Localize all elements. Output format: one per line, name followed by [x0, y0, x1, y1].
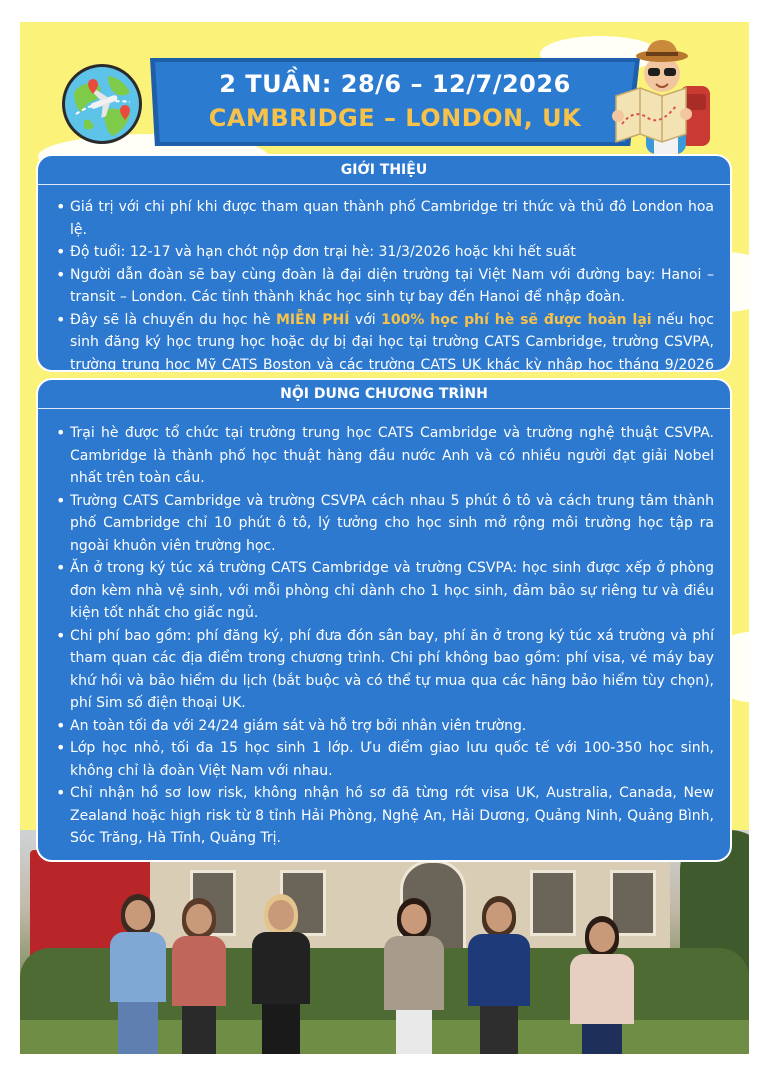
- globe-airplane-icon: [60, 62, 144, 146]
- program-heading: NỘI DUNG CHƯƠNG TRÌNH: [38, 380, 730, 409]
- program-panel: [36, 378, 732, 862]
- list-item: • Trường CATS Cambridge và trường CSVPA cách nhau 5 phút ô tô và cách trung tâm thành phố Cambridge chỉ 10 phút ô tô, lý tưởng cho học sinh mở rộng môi trường học tập ra ngoài khuôn viên trường học.: [70, 490, 714, 558]
- free-text-part: nếu học sinh đăng ký học trung học hoặc dự bị đại học tại trường CATS Cambridge, trường CSVPA, trường trung học Mỹ CATS Boston và các trường CATS UK khác kỳ nhập học tháng 9/2026: [70, 311, 714, 373]
- list-item: • Người dẫn đoàn sẽ bay cùng đoàn là đại diện trường tại Việt Nam với đường bay: Hanoi – transit – London. Các tỉnh thành khác học sinh tự bay đến Hanoi để nhập đoàn.: [70, 264, 714, 309]
- photo-person: [384, 864, 444, 1054]
- photo-person: [252, 860, 310, 1054]
- list-item: • Chỉ nhận hồ sơ low risk, không nhận hồ sơ đã từng rớt visa UK, Australia, Canada, New Zealand hoặc high risk từ 8 tỉnh Hải Phòng, Nghệ An, Hải Dương, Quảng Ninh, Quảng Bình, Sóc Trăng, Hà Tĩnh, Quảng Trị.: [70, 782, 714, 850]
- list-item: • An toàn tối đa với 24/24 giám sát và hỗ trợ bởi nhân viên trường.: [70, 715, 714, 738]
- list-item: • Ăn ở trong ký túc xá trường CATS Cambridge và trường CSVPA: học sinh được xếp ở phòng đơn kèm nhà vệ sinh, với mỗi phòng chỉ dành cho 1 học sinh, đảm bảo sự riêng tư và điều kiện tốt nhất cho giấc ngủ.: [70, 557, 714, 625]
- intro-list: [38, 185, 730, 399]
- photo-person: [570, 868, 634, 1054]
- list-item: • Lớp học nhỏ, tối đa 15 học sinh 1 lớp. Ưu điểm giao lưu quốc tế với 100-350 học sinh, không chỉ là đoàn Việt Nam với nhau.: [70, 737, 714, 782]
- list-item: • Chi phí bao gồm: phí đăng ký, phí đưa đón sân bay, phí ăn ở trong ký túc xá trường và phí tham quan các địa điểm trong chương trình. Chi phí không bao gồm: phí visa, vé máy bay khứ hồi và bảo hiểm du lịch (bắt buộc và có thể tự mua qua các hãng bảo hiểm tùy chọn), phí Sim số điện thoại UK.: [70, 625, 714, 715]
- photo-person: [172, 864, 226, 1054]
- free-highlight: MIỄN PHÍ: [275, 311, 350, 328]
- trip-location-title: CAMBRIDGE – LONDON, UK: [208, 104, 582, 132]
- list-item: • Độ tuổi: 12-17 và hạn chót nộp đơn trại hè: 31/3/2026 hoặc khi hết suất: [70, 241, 714, 264]
- trip-dates-title: 2 TUẦN: 28/6 – 12/7/2026: [219, 70, 571, 98]
- photo-person: [110, 864, 166, 1054]
- refund-highlight: 100% học phí hè sẽ được hoàn lại: [381, 311, 652, 328]
- free-text-part: với: [349, 311, 382, 328]
- intro-panel: [36, 154, 732, 372]
- group-photo: [20, 830, 749, 1054]
- list-item: • Trại hè được tổ chức tại trường trung học CATS Cambridge và trường nghệ thuật CSVPA. Cambridge là thành phố học thuật hàng đầu nước Anh và có nhiều người đạt giải Nobel nhất trên toàn cầu.: [70, 422, 714, 490]
- traveler-with-map-icon: [610, 34, 720, 154]
- photo-person: [468, 858, 530, 1054]
- program-list: [38, 409, 730, 850]
- free-text-part: Đây sẽ là chuyến du học hè: [70, 311, 276, 328]
- list-item: • Giá trị với chi phí khi được tham quan thành phố Cambridge tri thức và thủ đô London hoa lệ.: [70, 196, 714, 241]
- intro-heading: GIỚI THIỆU: [38, 156, 730, 185]
